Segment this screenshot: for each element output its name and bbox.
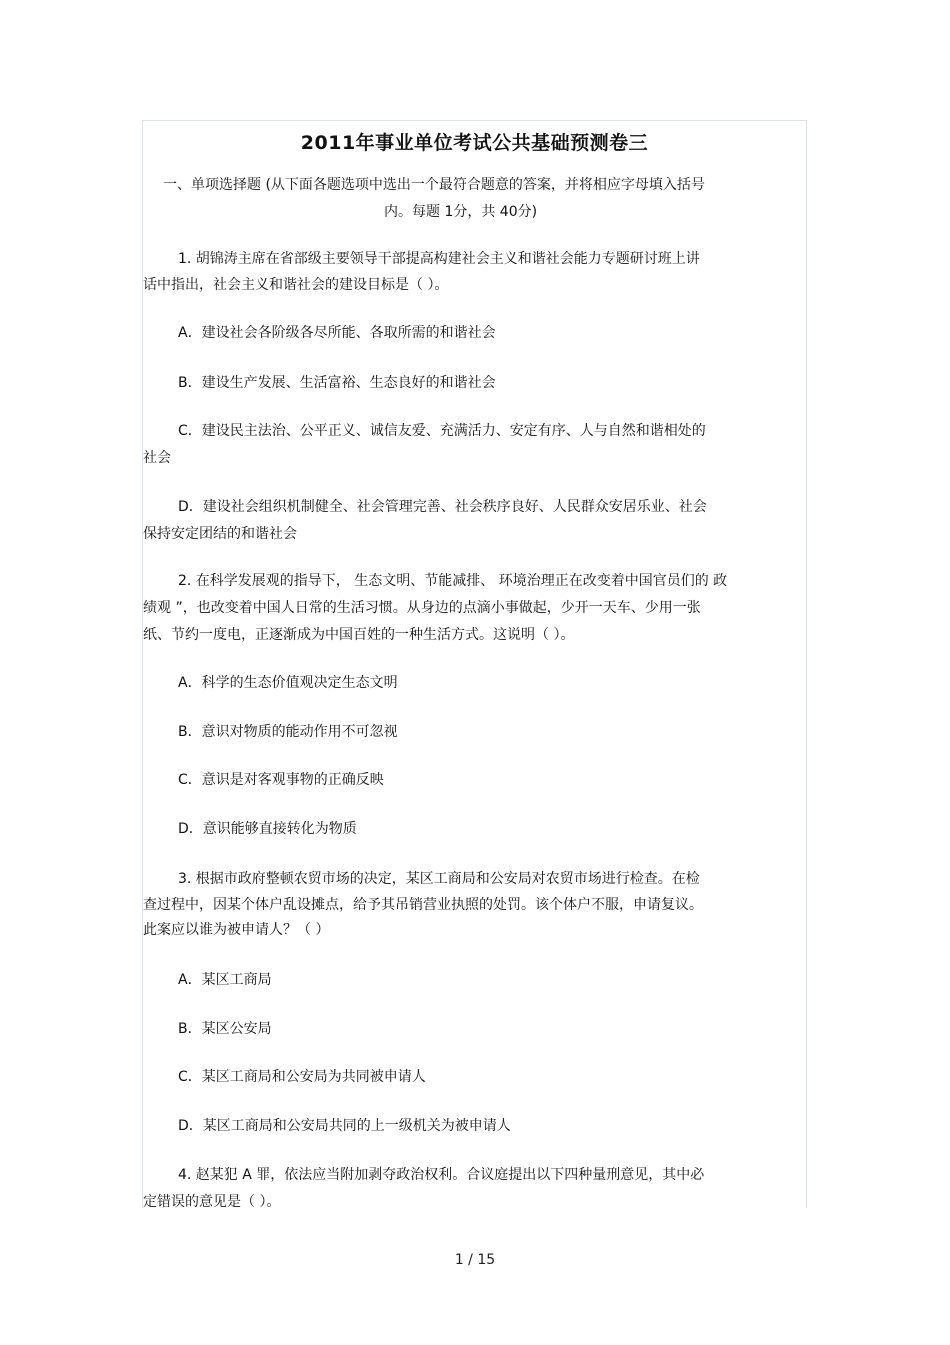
question-4-line-2: 定错误的意见是（ ）。 <box>143 1194 281 1210</box>
question-1-option-c: C．建设民主法治、公平正义、诚信友爱、充满活力、安定有序、人与自然和谐相处的 <box>178 423 706 439</box>
question-3-option-b: B．某区公安局 <box>178 1021 272 1037</box>
question-1-option-c-continued: 社会 <box>143 450 171 466</box>
page-number: 1 / 15 <box>454 1252 496 1268</box>
question-1-option-b: B．建设生产发展、生活富裕、生态良好的和谐社会 <box>178 375 496 391</box>
section-heading-continued: 内。每题 1分，共 40分) <box>384 204 538 220</box>
question-3-line-1: 3. 根据市政府整顿农贸市场的决定，某区工商局和公安局对农贸市场进行检查。在检 <box>178 871 700 887</box>
question-2-option-a: A．科学的生态价值观决定生态文明 <box>178 675 398 691</box>
question-2-line-3: 纸、节约一度电，正逐渐成为中国百姓的一种生活方式。这说明（ ）。 <box>143 627 575 643</box>
question-3-option-a: A．某区工商局 <box>178 972 272 988</box>
question-1-line-2: 话中指出，社会主义和谐社会的建设目标是（ ）。 <box>143 277 449 293</box>
question-3-option-d: D．某区工商局和公安局共同的上一级机关为被申请人 <box>178 1118 511 1134</box>
question-4-line-1: 4. 赵某犯 A 罪，依法应当附加剥夺政治权利。合议庭提出以下四种量刑意见，其中必 <box>178 1167 705 1183</box>
question-2-option-d: D．意识能够直接转化为物质 <box>178 821 357 837</box>
question-3-line-2: 查过程中，因某个体户乱设摊点，给予其吊销营业执照的处罚。该个体户不服，申请复议。 <box>143 897 703 913</box>
document-title: 2011年事业单位考试公共基础预测卷三 <box>300 132 649 154</box>
question-3-option-c: C．某区工商局和公安局为共同被申请人 <box>178 1069 426 1085</box>
question-2-line-1: 2. 在科学发展观的指导下， 生态文明、节能减排、 环境治理正在改变着中国官员们的 政 <box>178 573 728 589</box>
question-1-option-d: D．建设社会组织机制健全、社会管理完善、社会秩序良好、人民群众安居乐业、社会 <box>178 499 707 515</box>
question-3-line-3: 此案应以谁为被申请人？（ ） <box>143 922 330 938</box>
question-2-option-c: C．意识是对客观事物的正确反映 <box>178 772 384 788</box>
question-1-option-d-continued: 保持安定团结的和谐社会 <box>143 526 297 542</box>
question-2-option-b: B．意识对物质的能动作用不可忽视 <box>178 724 398 740</box>
question-2-line-2: 绩观 ”，也改变着中国人日常的生活习惯。从身边的点滴小事做起，少开一天车、少用一张 <box>143 600 701 616</box>
section-heading: 一、单项选择题 (从下面各题选项中选出一个最符合题意的答案，并将相应字母填入括号 <box>163 177 705 193</box>
question-1-option-a: A．建设社会各阶级各尽所能、各取所需的和谐社会 <box>178 325 496 341</box>
question-1-line-1: 1. 胡锦涛主席在省部级主要领导干部提高构建社会主义和谐社会能力专题研讨班上讲 <box>178 251 700 267</box>
